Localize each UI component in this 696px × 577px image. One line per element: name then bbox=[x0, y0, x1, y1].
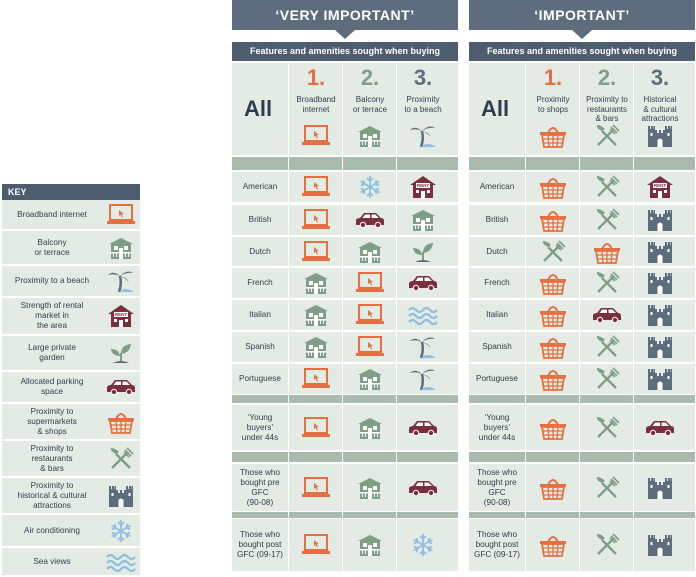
section-divider bbox=[232, 395, 458, 403]
banner-title: ‘IMPORTANT’ bbox=[469, 0, 695, 30]
key-title: KEY bbox=[2, 184, 140, 200]
basket-icon bbox=[537, 415, 569, 441]
castle-icon bbox=[644, 270, 676, 296]
column-rank: 1. bbox=[306, 65, 326, 90]
basket-icon bbox=[537, 123, 569, 149]
all-label: All bbox=[243, 96, 273, 121]
car-icon bbox=[644, 415, 676, 441]
section-divider bbox=[469, 395, 695, 403]
balcony-icon bbox=[105, 235, 137, 261]
key-item-balcony bbox=[2, 231, 140, 266]
column-rank: 2. bbox=[597, 65, 617, 90]
key-item-waves bbox=[2, 548, 140, 577]
key-item-label: Broadband internet bbox=[17, 209, 87, 219]
table-row bbox=[232, 205, 458, 235]
table-row bbox=[469, 405, 695, 450]
cutlery-icon bbox=[537, 239, 569, 265]
laptop-icon bbox=[300, 366, 332, 392]
castle-icon bbox=[644, 123, 676, 149]
laptop-icon bbox=[354, 302, 386, 328]
basket-icon bbox=[591, 239, 623, 265]
key-item-laptop bbox=[2, 200, 140, 231]
table-row bbox=[232, 332, 458, 362]
cutlery-icon bbox=[591, 174, 623, 200]
row-label: Those who bought post GFC (09-17) bbox=[474, 530, 520, 559]
balcony-icon bbox=[300, 334, 332, 360]
snow-icon bbox=[354, 174, 386, 200]
table-row bbox=[469, 519, 695, 571]
row-label: Dutch bbox=[486, 246, 508, 256]
column-header-1 bbox=[526, 63, 580, 155]
row-label: Spanish bbox=[245, 342, 275, 351]
all-label: All bbox=[480, 96, 510, 121]
key-item-label: Proximity to a beach bbox=[14, 276, 90, 285]
laptop-icon bbox=[300, 123, 332, 149]
car-icon bbox=[407, 475, 439, 501]
plant-icon bbox=[105, 340, 137, 366]
column-rank: 3. bbox=[413, 65, 433, 90]
key-item-label: Sea views bbox=[33, 556, 71, 566]
column-label: Proximity to restaurants & bars bbox=[586, 95, 628, 123]
key-item-castle bbox=[2, 478, 140, 515]
basket-icon bbox=[537, 334, 569, 360]
table-row bbox=[232, 464, 458, 511]
basket-icon bbox=[537, 207, 569, 233]
column-label: Broadband internet bbox=[296, 95, 336, 114]
section-divider bbox=[469, 452, 695, 462]
row-label: American bbox=[242, 182, 278, 191]
column-header-1 bbox=[289, 63, 343, 155]
table-row bbox=[469, 364, 695, 394]
rent-icon bbox=[105, 303, 137, 329]
waves-icon bbox=[105, 549, 137, 575]
key-list bbox=[2, 200, 140, 577]
key-item-label: Proximity to restaurants & bars bbox=[30, 443, 74, 473]
key-item-label: Allocated parking space bbox=[20, 377, 84, 396]
cutlery-icon bbox=[591, 532, 623, 558]
palm-icon bbox=[407, 366, 439, 392]
row-label: Portuguese bbox=[239, 374, 281, 383]
row-label: ‘Young buyers’ under 44s bbox=[478, 412, 516, 442]
row-label: Portuguese bbox=[476, 374, 518, 383]
section-divider bbox=[232, 512, 458, 518]
castle-icon bbox=[644, 239, 676, 265]
table-row bbox=[469, 172, 695, 202]
row-label: French bbox=[484, 278, 510, 287]
table-subheader: Features and amenities sought when buying bbox=[232, 42, 458, 61]
row-label: Those who bought post GFC (09-17) bbox=[237, 530, 283, 559]
row-label: Those who bought pre GFC (90-08) bbox=[476, 467, 518, 507]
laptop-icon bbox=[354, 270, 386, 296]
table-row bbox=[469, 300, 695, 330]
balcony-icon bbox=[407, 207, 439, 233]
column-header-2 bbox=[580, 63, 634, 155]
laptop-icon bbox=[300, 415, 332, 441]
basket-icon bbox=[537, 475, 569, 501]
table-row bbox=[232, 364, 458, 394]
column-label: Historical & cultural attractions bbox=[641, 95, 679, 123]
column-header-2 bbox=[343, 63, 397, 155]
castle-icon bbox=[644, 334, 676, 360]
key-item-label: Large private garden bbox=[28, 343, 76, 362]
basket-icon bbox=[537, 270, 569, 296]
table-row bbox=[469, 464, 695, 511]
laptop-icon bbox=[300, 207, 332, 233]
key-item-rent bbox=[2, 298, 140, 336]
snow-icon bbox=[407, 532, 439, 558]
basket-icon bbox=[537, 302, 569, 328]
column-header-3 bbox=[396, 63, 450, 155]
castle-icon bbox=[644, 532, 676, 558]
key-item-label: Proximity to historical & cultural attractions bbox=[17, 480, 87, 510]
key-item-basket bbox=[2, 404, 140, 441]
balcony-icon bbox=[354, 123, 386, 149]
row-label: British bbox=[485, 215, 509, 224]
laptop-icon bbox=[354, 334, 386, 360]
balcony-icon bbox=[354, 532, 386, 558]
laptop-icon bbox=[300, 532, 332, 558]
column-label: Proximity to shops bbox=[536, 95, 570, 114]
row-label: Italian bbox=[486, 310, 508, 319]
car-icon bbox=[407, 415, 439, 441]
laptop-icon bbox=[300, 174, 332, 200]
column-rank: 2. bbox=[360, 65, 380, 90]
balcony-icon bbox=[354, 415, 386, 441]
header-row bbox=[232, 63, 458, 155]
table-row bbox=[232, 237, 458, 266]
balcony-icon bbox=[300, 302, 332, 328]
grid-line bbox=[288, 63, 289, 574]
laptop-icon bbox=[300, 239, 332, 265]
column-header-3 bbox=[633, 63, 687, 155]
grid-line bbox=[633, 63, 634, 574]
cutlery-icon bbox=[591, 334, 623, 360]
key-item-snow bbox=[2, 515, 140, 548]
cutlery-icon bbox=[591, 475, 623, 501]
grid-line bbox=[525, 63, 526, 574]
castle-icon bbox=[644, 366, 676, 392]
banner-arrow bbox=[335, 30, 355, 39]
svg-text:RENT: RENT bbox=[653, 183, 667, 189]
balcony-icon bbox=[354, 366, 386, 392]
row-label: Those who bought pre GFC (90-08) bbox=[239, 467, 281, 507]
balcony-icon bbox=[300, 270, 332, 296]
basket-icon bbox=[537, 366, 569, 392]
laptop-icon bbox=[105, 202, 137, 228]
palm-icon bbox=[407, 334, 439, 360]
snow-icon bbox=[105, 518, 137, 544]
row-label: British bbox=[248, 215, 272, 224]
table-row bbox=[232, 519, 458, 571]
row-label: Dutch bbox=[249, 246, 271, 256]
plant-icon bbox=[407, 239, 439, 265]
key-item-label: Air conditioning bbox=[24, 525, 80, 535]
svg-text:RENT: RENT bbox=[416, 183, 430, 189]
row-label: French bbox=[247, 278, 273, 287]
table-subheader: Features and amenities sought when buying bbox=[469, 42, 695, 61]
key-item-plant bbox=[2, 336, 140, 372]
table-row bbox=[232, 300, 458, 330]
basket-icon bbox=[537, 174, 569, 200]
column-rank: 3. bbox=[650, 65, 670, 90]
header-row bbox=[469, 63, 695, 155]
laptop-icon bbox=[300, 475, 332, 501]
table-row bbox=[469, 205, 695, 235]
table-row bbox=[232, 268, 458, 298]
cutlery-icon bbox=[591, 270, 623, 296]
car-icon bbox=[354, 207, 386, 233]
table-row bbox=[469, 237, 695, 266]
key-item-car bbox=[2, 372, 140, 404]
car-icon bbox=[105, 374, 137, 400]
cutlery-icon bbox=[591, 207, 623, 233]
cutlery-icon bbox=[105, 446, 137, 472]
row-label: Italian bbox=[249, 310, 271, 319]
grid-line bbox=[396, 63, 397, 574]
castle-icon bbox=[105, 483, 137, 509]
rent-icon bbox=[644, 174, 676, 200]
key-panel bbox=[2, 184, 140, 577]
waves-icon bbox=[407, 302, 439, 328]
column-rank: 1. bbox=[543, 65, 563, 90]
balcony-icon bbox=[354, 239, 386, 265]
table-row bbox=[232, 405, 458, 450]
key-item-label: Proximity to supermarkets & shops bbox=[27, 406, 77, 436]
svg-text:RENT: RENT bbox=[114, 312, 128, 318]
grid-line bbox=[579, 63, 580, 574]
banner-arrow bbox=[572, 30, 592, 39]
column-label: Proximity to a beach bbox=[404, 95, 442, 114]
section-divider bbox=[232, 157, 458, 170]
section-divider bbox=[232, 452, 458, 462]
key-item-palm bbox=[2, 266, 140, 298]
castle-icon bbox=[644, 207, 676, 233]
row-label: ‘Young buyers’ under 44s bbox=[241, 412, 279, 442]
table-row bbox=[469, 268, 695, 298]
cutlery-icon bbox=[591, 366, 623, 392]
car-icon bbox=[407, 270, 439, 296]
cutlery-icon bbox=[591, 123, 623, 149]
basket-icon bbox=[537, 532, 569, 558]
table-row bbox=[232, 172, 458, 202]
castle-icon bbox=[644, 475, 676, 501]
basket-icon bbox=[105, 409, 137, 435]
row-label: Spanish bbox=[482, 342, 512, 351]
section-divider bbox=[469, 157, 695, 170]
car-icon bbox=[591, 302, 623, 328]
grid-line bbox=[342, 63, 343, 574]
balcony-icon bbox=[354, 475, 386, 501]
banner-title: ‘VERY IMPORTANT’ bbox=[232, 0, 458, 30]
palm-icon bbox=[407, 123, 439, 149]
row-label: American bbox=[479, 182, 515, 191]
palm-icon bbox=[105, 268, 137, 294]
key-item-label: Balcony or terrace bbox=[34, 237, 70, 257]
key-item-label: Strength of rental market in the area bbox=[20, 301, 84, 330]
castle-icon bbox=[644, 302, 676, 328]
rent-icon bbox=[407, 174, 439, 200]
cutlery-icon bbox=[591, 415, 623, 441]
key-item-cutlery bbox=[2, 441, 140, 478]
column-label: Balcony or terrace bbox=[352, 95, 388, 114]
table-row bbox=[469, 332, 695, 362]
section-divider bbox=[469, 512, 695, 518]
